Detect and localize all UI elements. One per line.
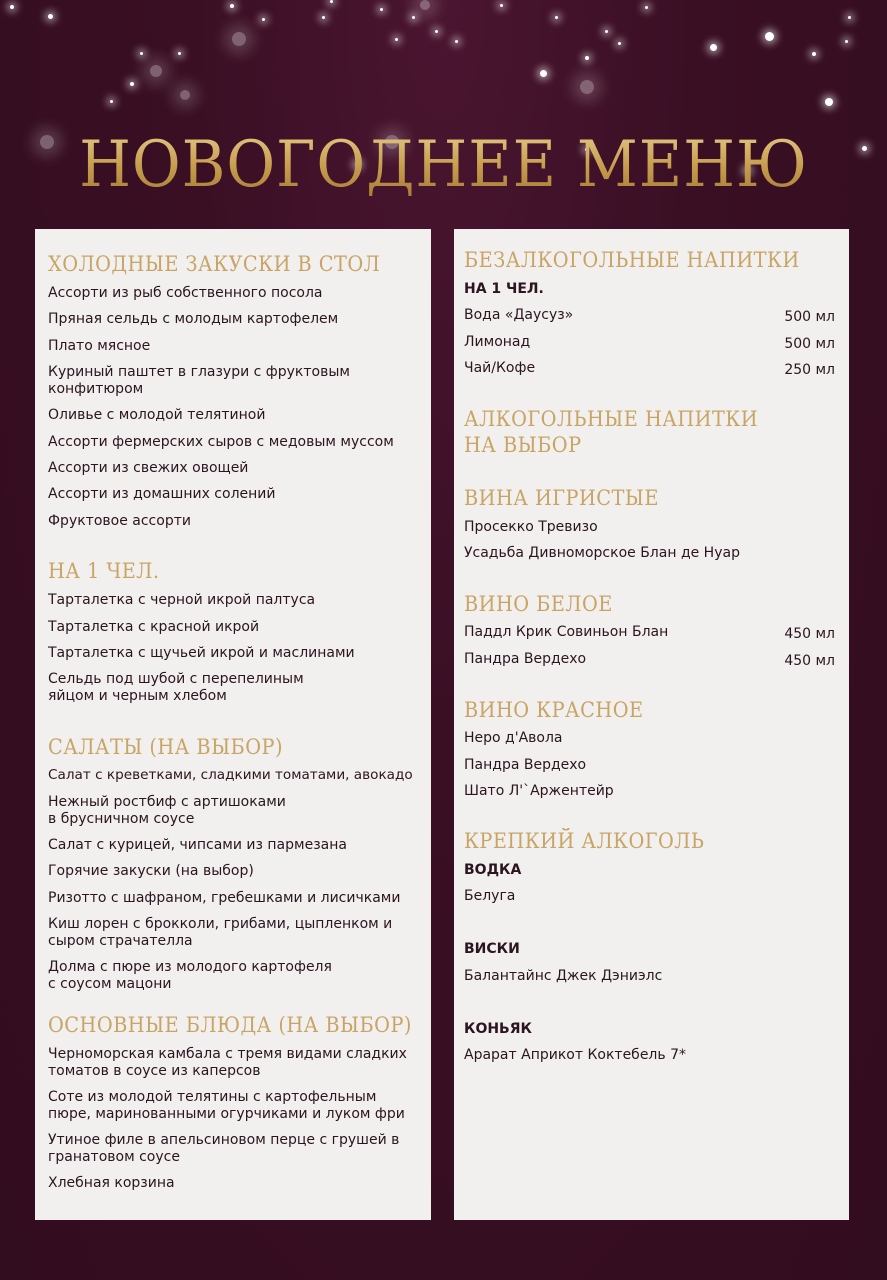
star bbox=[322, 16, 325, 19]
menu-item: Хлебная корзина bbox=[48, 1175, 175, 1191]
menu-item: Фруктовое ассорти bbox=[48, 513, 191, 529]
section-title-cold-appetizers: ХОЛОДНЫЕ ЗАКУСКИ В СТОЛ bbox=[48, 252, 381, 276]
star bbox=[412, 16, 415, 19]
menu-item: Горячие закуски (на выбор) bbox=[48, 863, 254, 879]
star bbox=[150, 65, 162, 77]
section-title-red-wine: ВИНО КРАСНОЕ bbox=[464, 698, 644, 722]
menu-item: яйцом и черным хлебом bbox=[48, 688, 227, 704]
star bbox=[262, 18, 265, 21]
drink-name: Лимонад bbox=[464, 334, 531, 350]
star bbox=[862, 146, 867, 151]
menu-item: Соте из молодой телятины с картофельным bbox=[48, 1089, 377, 1105]
menu-item: Тарталетка с щучьей икрой и маслинами bbox=[48, 645, 355, 661]
section-title-alcohol: АЛКОГОЛЬНЫЕ НАПИТКИ bbox=[464, 407, 759, 431]
star bbox=[580, 80, 594, 94]
star bbox=[500, 4, 503, 7]
star bbox=[232, 32, 246, 46]
menu-item: Черноморская камбала с тремя видами сладких bbox=[48, 1046, 407, 1062]
drink-volume: 500 мл bbox=[784, 309, 835, 325]
menu-item: Ассорти из домашних солений bbox=[48, 486, 276, 502]
drink-name: Пандра Вердехо bbox=[464, 757, 587, 773]
section-title-salads: САЛАТЫ (НА ВЫБОР) bbox=[48, 735, 283, 759]
menu-item: томатов в соусе из каперсов bbox=[48, 1063, 261, 1079]
star bbox=[555, 16, 558, 19]
section-title-sparkling: ВИНА ИГРИСТЫЕ bbox=[464, 486, 659, 510]
drinks-menu-panel bbox=[454, 229, 849, 1220]
section-title-soft-drinks: БЕЗАЛКОГОЛЬНЫЕ НАПИТКИ bbox=[464, 248, 800, 272]
star bbox=[540, 70, 547, 77]
menu-item: Ризотто с шафраном, гребешками и лисичками bbox=[48, 890, 401, 906]
menu-item: Тарталетка с черной икрой палтуса bbox=[48, 592, 316, 608]
star bbox=[380, 8, 383, 11]
drink-name: Белуга bbox=[464, 888, 516, 904]
section-title-per-person: НА 1 ЧЕЛ. bbox=[48, 559, 160, 583]
star bbox=[130, 82, 134, 86]
menu-item: Салат с креветками, сладкими томатами, авокадо bbox=[48, 767, 413, 783]
menu-item: Долма с пюре из молодого картофеля bbox=[48, 959, 332, 975]
star bbox=[585, 56, 589, 60]
star bbox=[645, 6, 648, 9]
menu-item: Ассорти фермерских сыров с медовым муссом bbox=[48, 434, 394, 450]
menu-item: Тарталетка с красной икрой bbox=[48, 619, 260, 635]
star bbox=[848, 16, 851, 19]
menu-item: Сельдь под шубой с перепелиным bbox=[48, 671, 304, 687]
menu-item: пюре, маринованными огурчиками и луком фри bbox=[48, 1106, 405, 1122]
drink-name: Балантайнс Джек Дэниэлс bbox=[464, 968, 663, 984]
subsection-label: НА 1 ЧЕЛ. bbox=[464, 281, 544, 297]
star bbox=[230, 4, 234, 8]
drink-volume: 500 мл bbox=[784, 336, 835, 352]
star bbox=[825, 98, 833, 106]
menu-item: конфитюром bbox=[48, 381, 144, 397]
menu-item: в брусничном соусе bbox=[48, 811, 195, 827]
menu-item: Ассорти из свежих овощей bbox=[48, 460, 249, 476]
star bbox=[618, 42, 621, 45]
food-menu-panel bbox=[35, 229, 431, 1220]
star bbox=[605, 30, 608, 33]
menu-item: Киш лорен с брокколи, грибами, цыпленком и bbox=[48, 916, 393, 932]
menu-item: Нежный ростбиф с артишоками bbox=[48, 794, 286, 810]
subsection-label: ВИСКИ bbox=[464, 941, 520, 957]
drink-name: Арарат Априкот Коктебель 7* bbox=[464, 1047, 686, 1063]
section-title-alcohol-line2: НА ВЫБОР bbox=[464, 433, 582, 457]
star bbox=[812, 52, 816, 56]
drink-volume: 250 мл bbox=[784, 362, 835, 378]
star bbox=[845, 40, 848, 43]
menu-item: Оливье с молодой телятиной bbox=[48, 407, 266, 423]
drink-name: Чай/Кофе bbox=[464, 360, 536, 376]
subsection-label: ВОДКА bbox=[464, 862, 522, 878]
drink-volume: 450 мл bbox=[784, 653, 835, 669]
star bbox=[10, 5, 14, 9]
drink-name: Шато Л'`Аржентейр bbox=[464, 783, 614, 799]
star bbox=[48, 14, 53, 19]
star bbox=[178, 52, 181, 55]
menu-item: Салат с курицей, чипсами из пармезана bbox=[48, 837, 347, 853]
star bbox=[180, 90, 190, 100]
menu-item: сыром страчателла bbox=[48, 933, 193, 949]
menu-item: Ассорти из рыб собственного посола bbox=[48, 285, 323, 301]
menu-item: с соусом мацони bbox=[48, 976, 172, 992]
drink-name: Просекко Тревизо bbox=[464, 519, 598, 535]
drink-name: Пандра Вердехо bbox=[464, 651, 587, 667]
star bbox=[765, 32, 774, 41]
section-title-white-wine: ВИНО БЕЛОЕ bbox=[464, 592, 613, 616]
star bbox=[455, 40, 458, 43]
star bbox=[435, 30, 438, 33]
star bbox=[110, 100, 113, 103]
subsection-label: КОНЬЯК bbox=[464, 1021, 532, 1037]
section-title-strong-alcohol: КРЕПКИЙ АЛКОГОЛЬ bbox=[464, 829, 705, 853]
page-title: НОВОГОДНЕЕ МЕНЮ bbox=[31, 125, 856, 205]
drink-name: Паддл Крик Совиньон Блан bbox=[464, 624, 669, 640]
drink-name: Неро д'Авола bbox=[464, 730, 563, 746]
star bbox=[710, 44, 717, 51]
menu-item: Утиное филе в апельсиновом перце с грушей в bbox=[48, 1132, 400, 1148]
menu-item: Плато мясное bbox=[48, 338, 151, 354]
menu-item: Пряная сельдь с молодым картофелем bbox=[48, 311, 339, 327]
menu-item: гранатовом соусе bbox=[48, 1149, 180, 1165]
drink-name: Вода «Даусуз» bbox=[464, 307, 574, 323]
star bbox=[420, 0, 430, 10]
drink-volume: 450 мл bbox=[784, 626, 835, 642]
section-title-mains: ОСНОВНЫЕ БЛЮДА (НА ВЫБОР) bbox=[48, 1013, 412, 1037]
drink-name: Усадьба Дивноморское Блан де Нуар bbox=[464, 545, 740, 561]
star bbox=[140, 52, 143, 55]
menu-item: Куриный паштет в глазури с фруктовым bbox=[48, 364, 350, 380]
star bbox=[330, 0, 333, 3]
star bbox=[395, 38, 398, 41]
